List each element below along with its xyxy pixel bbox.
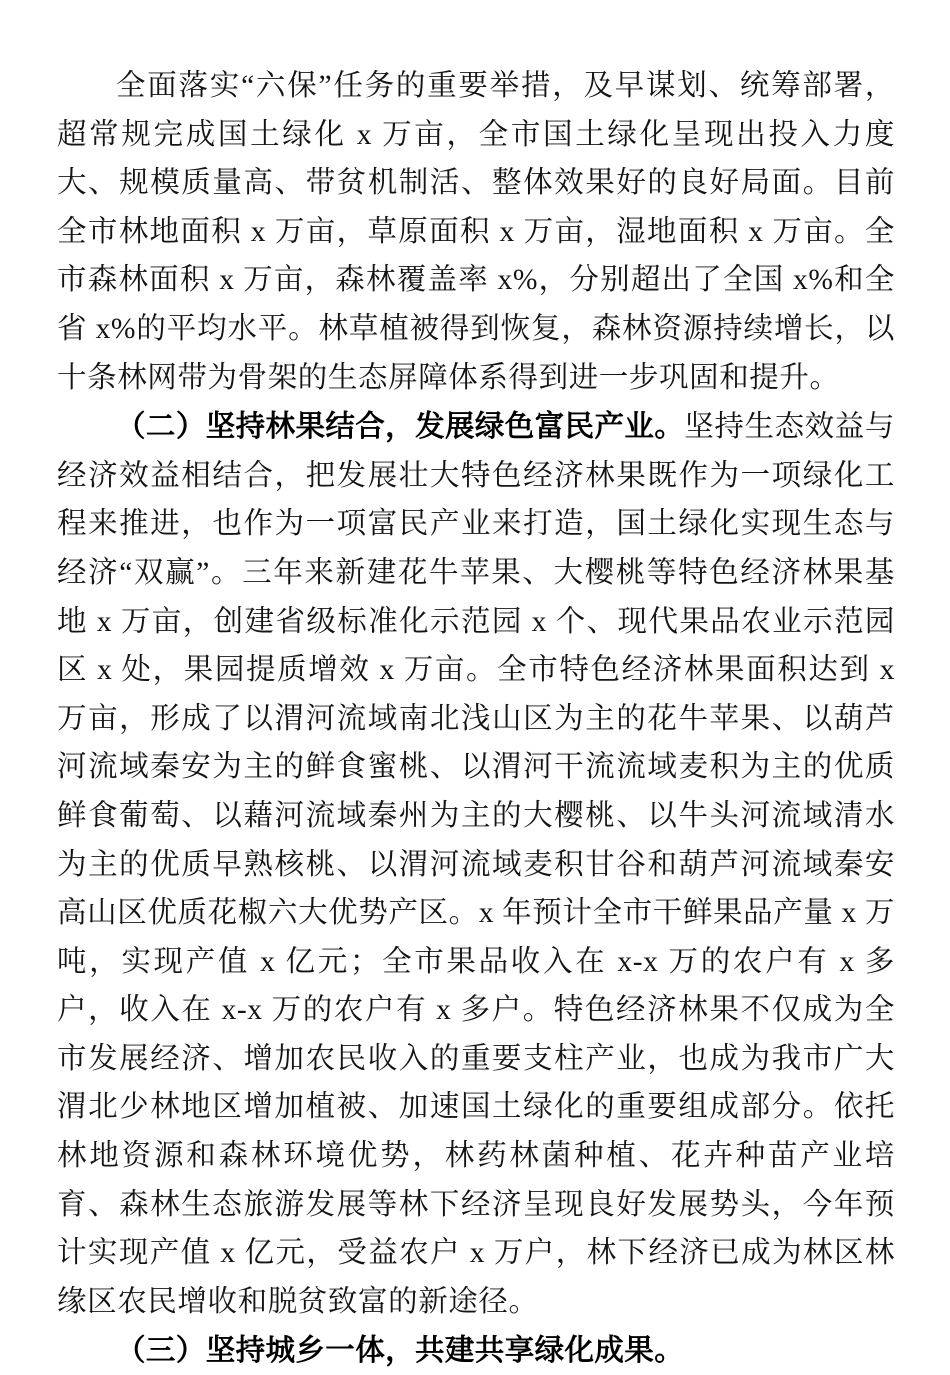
section-two-text: 坚持生态效益与经济效益相结合，把发展壮大特色经济林果既作为一项绿化工程来推进，也作为一项富民产业来打造，国土绿化实现生态与经济“双赢”。三年来新建花牛苹果、大樱桃等特色经济林果基地 x 万亩，创建省级标准化示范园 x 个、现代果品农业示范园区 x 处，果园提质增效 x 万亩。全市特色经济林果面积达到 x 万亩，形成了以渭河流域南北浅山区为主的花牛苹果、以葫芦河流域秦安为主的鲜食蜜桃、以渭河干流流域麦积为主的优质鲜食葡萄、以藉河流域秦州为主的大樱桃、以牛头河流域清水为主的优质早熟核桃、以渭河流域麦积甘谷和葫芦河流域秦安高山区优质花椒六大优势产区。x 年预计全市干鲜果品产量 x 万吨，实现产值 x 亿元；全市果品收入在 x-x 万的农户有 x 多户，收入在 x-x 万的农户有 x 多户。特色经济林果不仅成为全市发展经济、增加农民收入的重要支柱产业，也成为我市广大渭北少林地区增加植被、加速国土绿化的重要组成部分。依托林地资源和森林环境优势，林药林菌种植、花卉种苗产业培育、森林生态旅游发展等林下经济呈现良好发展势头，今年预计实现产值 x 亿元，受益农户 x 万户，林下经济已成为林区林缘区农民增收和脱贫致富的新途径。 bbox=[57, 411, 895, 1318]
paragraph-continuation: 全面落实“六保”任务的重要举措，及早谋划、统筹部署，超常规完成国土绿化 x 万亩，全市国土绿化呈现出投入力度大、规模质量高、带贫机制活、整体效果好的良好局面。目前全市林地面积 x 万亩，草原面积 x 万亩，湿地面积 x 万亩。全市森林面积 x 万亩，森林覆盖率 x%，分别超出了全国 x%和全省 x%的平均水平。林草植被得到恢复，森林资源持续增长，以十条林网带为骨架的生态屏障体系得到进一步巩固和提升。 bbox=[57, 70, 895, 394]
paragraph-section-two bbox=[57, 402, 895, 1326]
document-body bbox=[57, 62, 895, 1375]
paragraph-section-three-heading: （三）坚持城乡一体，共建共享绿化成果。 bbox=[116, 1333, 685, 1368]
section-two-heading: （二）坚持林果结合，发展绿色富民产业。 bbox=[116, 409, 685, 444]
